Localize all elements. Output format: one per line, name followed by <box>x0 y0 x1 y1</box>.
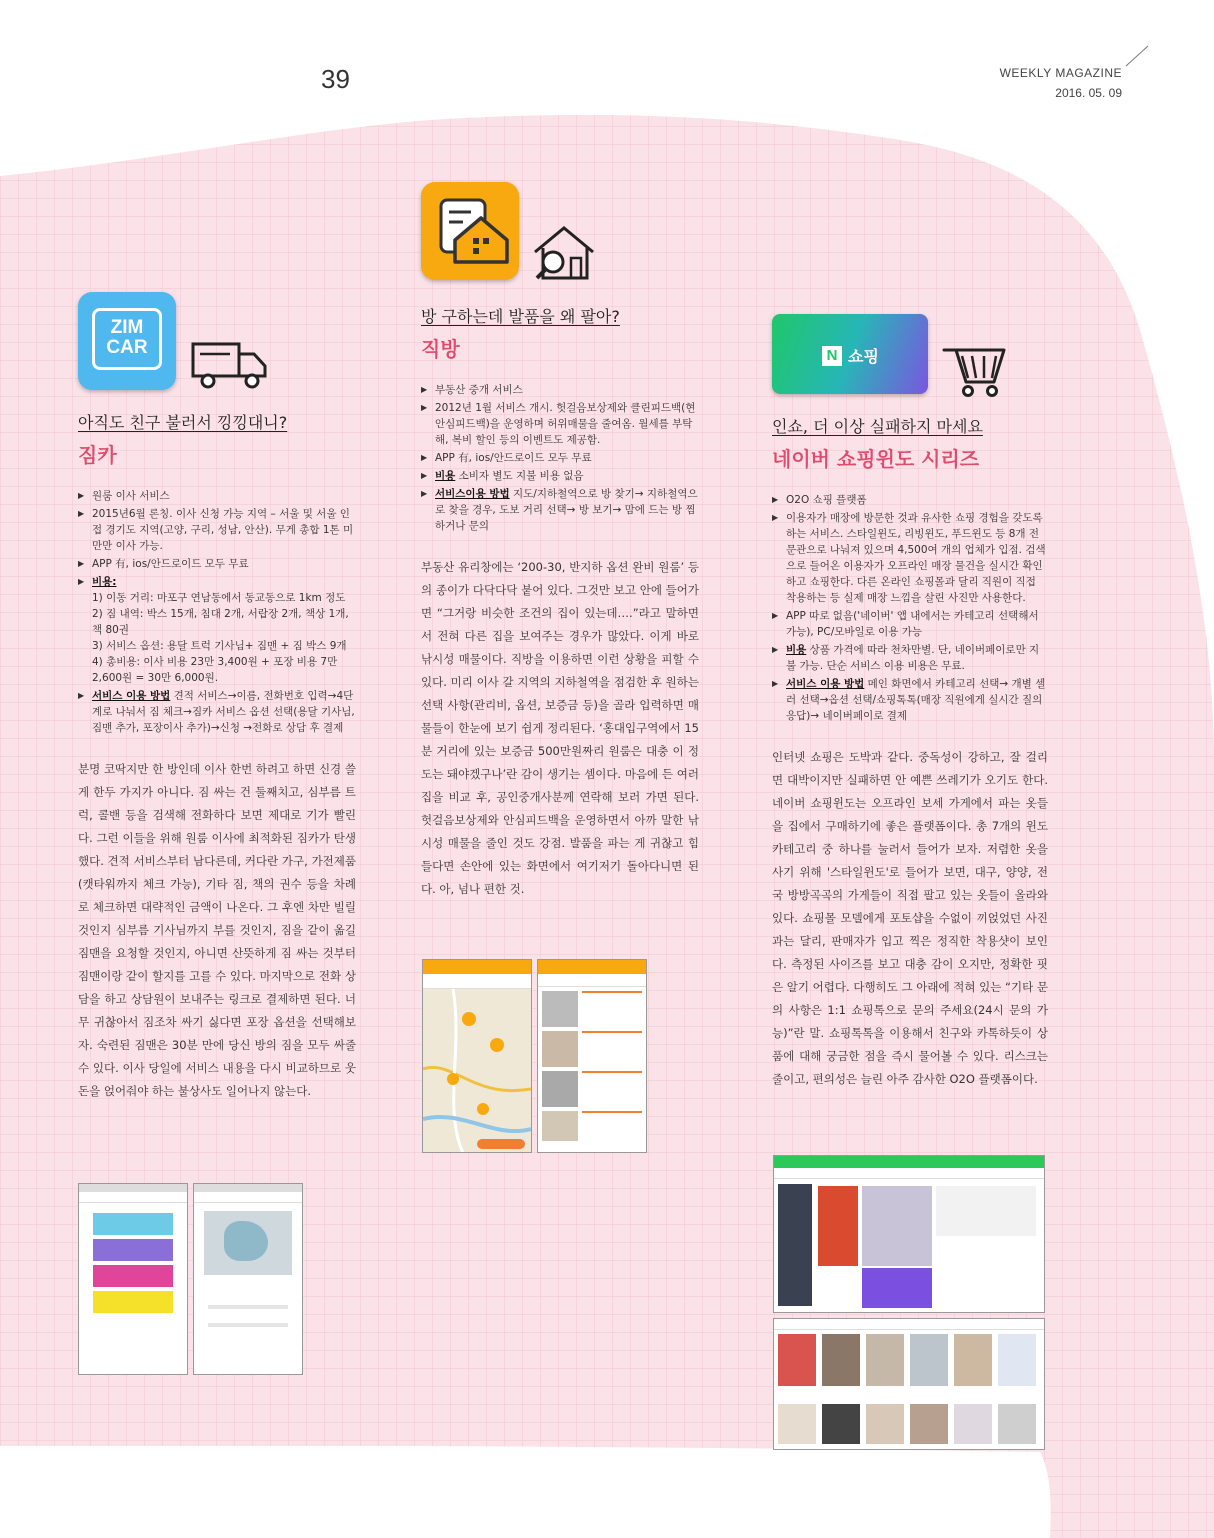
zimcar-bullet-cost <box>78 574 356 686</box>
zigbang-bullet-howto <box>421 486 699 534</box>
zimcar-body: 분명 코딱지만 한 방인데 이사 한번 하려고 하면 신경 쓸 게 한두 가지가 아니다. 짐 싸는 건 둘째치고, 심부름 트럭, 콜밴 등을 검색해 전화하다 보면 제대로 기가 빨린다. 그런 이들을 위해 원룸 이사에 최적화된 짐카가 탄생했다. 견적 서비스부터 남다른데, 커다란 가구, 가전제품(캣타워까지 체크 가능), 기타 짐, 책의 권수 등을 차례로 체크하면 대략적인 금액이 나온다. 그 후엔 차만 빌릴 것인지 심부름 기사님까지 부를 것인지, 짐을 같이 옮길 짐맨을 요청할 것인지, 아니면 산뜻하게 짐 싸는 것부터 짐맨이랑 같이 할지를 고를 수 있다. 마지막으로 전화 상담을 하고 상담원이 보내주는 링크로 결제하면 된다. 너무 귀찮아서 짐조차 싸기 싫다면 포장 옵션을 선택해보자. 숙련된 짐맨은 30분 만에 당신 방의 짐을 모두 싸줄 수 있다. 이사 당일에 서비스 내용을 다시 비교하므로 웃돈을 얹어줘야 하는 불상사도 일어나지 않는다. <box>78 762 356 1098</box>
zimcar-bullet-howto <box>78 688 356 736</box>
howto-text: 메인 화면에서 카테고리 선택→ 개별 셀러 선택→옵션 선택/쇼핑톡톡(매장 직원에게 실시간 질의응답)→ 네이버페이로 결제 <box>786 678 1046 722</box>
cost-line: 4) 총비용: 이사 비용 23만 3,400원 + 포장 비용 7만 2,600원 = 30만 6,000원. <box>92 656 338 684</box>
house-icon <box>421 182 519 280</box>
howto-label: 서비스 이용 방법 <box>786 678 865 690</box>
zimcar-bullet: ▶ 원룸 이사 서비스 <box>78 488 356 504</box>
zimcar-logo-line2: CAR <box>106 337 148 358</box>
naver-bullet-howto <box>772 676 1048 724</box>
cost-text: 상품 가격에 따라 천차만별. 단, 네이버페이로만 지불 가능. 단순 서비스 이용 비용은 무료. <box>786 644 1040 672</box>
zimcar-bullet: ▶ APP 有, ios/안드로이드 모두 무료 <box>78 556 356 572</box>
howto-text: 지도/지하철역으로 방 찾기→ 지하철역으로 찾을 경우, 도보 거리 선택→ 방 보기→ 맘에 드는 방 찜하거나 문의 <box>435 488 698 532</box>
cost-line: 3) 서비스 옵션: 용달 트럭 기사님+ 짐맨 + 짐 박스 9개 <box>92 640 347 652</box>
naver-product-list-screenshot <box>773 1318 1045 1450</box>
zimcar-title: 짐카 <box>78 443 117 467</box>
cost-line: 2) 짐 내역: 박스 15개, 침대 2개, 서랍장 2개, 책상 1개, 책 80권 <box>92 608 349 636</box>
map-icon <box>423 989 531 1153</box>
naver-title: 네이버 쇼핑윈도 시리즈 <box>772 447 980 471</box>
zimcar-kicker: 아직도 친구 불러서 낑낑대니? <box>78 413 288 432</box>
zigbang-bullet-cost <box>421 468 699 484</box>
zigbang-app-icon <box>421 182 519 280</box>
naver-shopping-screenshot <box>773 1155 1045 1313</box>
zimcar-bullets <box>78 488 356 736</box>
cost-line: 1) 이동 거리: 마포구 연남동에서 동교동으로 1km 정도 <box>92 592 346 604</box>
zimcar-map-screenshot <box>193 1183 303 1375</box>
zigbang-kicker: 방 구하는데 발품을 왜 팔아? <box>421 307 620 326</box>
zigbang-map-screenshot <box>422 959 532 1153</box>
moving-truck-icon <box>190 338 270 390</box>
zigbang-icons <box>421 182 699 282</box>
cost-label: 비용 <box>786 644 807 656</box>
cost-text: 소비자 별도 지불 비용 없음 <box>455 470 584 482</box>
naver-kicker: 인쇼, 더 이상 실패하지 마세요 <box>772 417 983 436</box>
naver-section <box>772 314 1048 1091</box>
zigbang-bullet: ▶ APP 有, ios/안드로이드 모두 무료 <box>421 450 699 466</box>
magazine-header <box>1000 66 1122 100</box>
naver-shopping-logo <box>772 314 928 394</box>
zimcar-section <box>78 292 356 1103</box>
naver-logo-text: 쇼핑 <box>848 347 879 366</box>
howto-text: 견적 서비스→이름, 전화번호 입력→4단계로 나눠서 짐 체크→짐카 서비스 옵션 선택(용달 기사님, 짐맨 추가, 포장이사 추가)→신청 →전화로 상담 후 결제 <box>92 690 355 734</box>
naver-bullets <box>772 492 1048 724</box>
zigbang-bullets <box>421 382 699 534</box>
magazine-name: WEEKLY MAGAZINE <box>999 66 1122 80</box>
page-number: 39 <box>321 64 350 94</box>
zigbang-body: 부동산 유리창에는 ‘200-30, 반지하 옵션 완비 원룸’ 등의 종이가 다닥다닥 붙어 있다. 그것만 보고 안에 들어가면 “그거랑 비슷한 조건의 집이 있는데….”라고 말하면서 전혀 다른 집을 보여주는 경우가 많았다. 이게 바로 낚시성 매물이다. 직방을 이용하면 이런 상황을 피할 수 있다. 미리 이사 갈 지역의 지하철역을 점검한 후 원하는 선택 사항(관리비, 옵션, 보증금 등)을 골라 입력하면 매물들이 한눈에 보기 쉽게 정리된다. ‘홍대입구역에서 15분 거리에 있는 보증금 500만원짜리 원룸은 대충 이 정도는 돼야겠구나’란 감이 생기는 셈이다. 마음에 든 여러 집을 비교 후, 공인중개사분께 연락해 보러 가면 된다. 헛걸음보상제와 안심피드백을 운영하면서 아까 말한 낚시성 매물을 줄인 것도 강점. 발품을 파는 게 귀찮고 힘들다면 손안에 있는 화면에서 여기저기 돌아다니면 된다. 아, 넘나 편한 것. <box>421 560 699 896</box>
zimcar-app-screenshot <box>78 1183 188 1375</box>
cost-label: 비용 <box>435 470 456 482</box>
naver-bullet: ▶ 이용자가 매장에 방문한 것과 유사한 쇼핑 경험을 갖도록 하는 서비스. 스타일윈도, 리빙윈도, 푸드윈도 등 8개 전문관으로 나눠져 있으며 4,500여 개의 업체가 입점. 검색으로 들어온 이용자가 오프라인 매장 물건을 실시간 확인하고 쇼핑한다. 다른 온라인 쇼핑몰과 달리 직원이 직접 착용하는 등 실제 매장 느낌을 살린 사진만 사용한다. <box>772 510 1048 606</box>
house-search-icon <box>529 222 599 282</box>
naver-icons <box>772 314 1048 398</box>
naver-bullet-cost <box>772 642 1048 674</box>
zimcar-app-icon <box>78 292 176 390</box>
issue-date: 2016. 05. 09 <box>1055 86 1122 100</box>
howto-label: 서비스이용 방법 <box>435 488 510 500</box>
zigbang-title: 직방 <box>421 337 460 361</box>
zigbang-bullet: ▶ 2012년 1월 서비스 개시. 헛걸음보상제와 클린피드백(현 안심피드백)을 운영하며 허위매물을 줄여옴. 월세를 부탁해, 복비 할인 등의 이벤트도 제공함. <box>421 400 699 448</box>
zigbang-list-screenshot <box>537 959 647 1153</box>
zigbang-section <box>421 182 699 901</box>
naver-n-icon: N <box>822 346 842 366</box>
corner-slash-decoration <box>1124 44 1150 68</box>
naver-body: 인터넷 쇼핑은 도박과 같다. 중독성이 강하고, 잘 걸리면 대박이지만 실패하면 안 예쁜 쓰레기가 오기도 한다. 네이버 쇼핑윈도는 오프라인 보세 가게에서 파는 옷들을 집에서 구매하기에 좋은 플랫폼이다. 총 7개의 윈도 카테고리 중 하나를 눌러서 들어가 보자. 저렴한 옷을 사기 위해 '스타일윈도'로 들어가 보면, 대구, 양양, 전국 방방곡곡의 가게들이 직접 팔고 있는 옷들이 올라와 있다. 쇼핑몰 모델에게 포토샵을 수없이 끼얹었던 사진과는 달리, 판매자가 입고 찍은 정직한 착용샷이 보인다. 측정된 사이즈를 보고 대충 감이 오지만, 정확한 핏은 알기 어렵다. 다행히도 그 아래에 적혀 있는 “기타 문의 사항은 1:1 쇼핑톡으로 문의 주세요(24시 문의 가능)”란 말. 쇼핑톡톡을 이용해서 친구와 카톡하듯이 상품에 대해 궁금한 점을 즉시 물어볼 수 있다. 리스크는 줄이고, 편의성은 늘린 아주 감사한 O2O 플랫폼이다. <box>772 750 1048 1086</box>
zimcar-logo-line1: ZIM <box>110 317 144 338</box>
cost-label: 비용: <box>92 576 117 588</box>
zimcar-bullet: ▶ 2015년6월 론칭. 이사 신청 가능 지역 – 서울 및 서울 인접 경기도 지역(고양, 구리, 성남, 안산). 무게 총합 1톤 미만만 이사 가능. <box>78 506 356 554</box>
naver-bullet: ▶ O2O 쇼핑 플랫폼 <box>772 492 1048 508</box>
zimcar-icons <box>78 292 356 392</box>
naver-bullet: ▶ APP 따로 없음('네이버' 앱 내에서는 카테고리 선택해서 가능), PC/모바일로 이용 가능 <box>772 608 1048 640</box>
shopping-cart-icon <box>938 342 1008 398</box>
howto-label: 서비스 이용 방법 <box>92 690 171 702</box>
zigbang-bullet: ▶ 부동산 중개 서비스 <box>421 382 699 398</box>
